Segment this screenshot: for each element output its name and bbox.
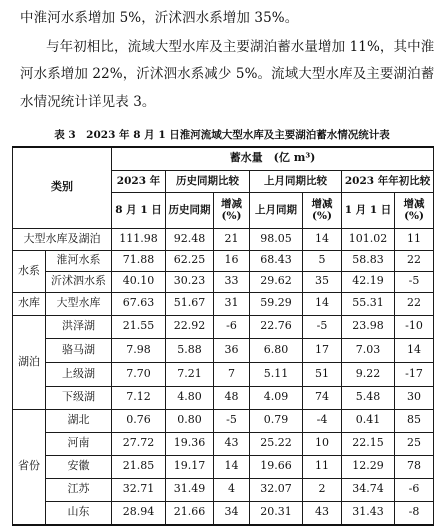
header-2023: 2023 年 (112, 170, 166, 192)
cell: -8 (395, 501, 434, 525)
cell: 4 (214, 478, 250, 501)
group-label-water-system: 水系 (13, 250, 46, 292)
cell: 11 (303, 455, 342, 478)
header-category: 类别 (13, 147, 112, 228)
table-row (13, 362, 434, 386)
table-title: 表 3 2023 年 8 月 1 日淮河流域大型水库及主要湖泊蓄水情况统计表 (54, 129, 390, 141)
row-label: 骆马湖 (46, 338, 112, 362)
cell: 32.07 (250, 478, 303, 501)
cell: 42.19 (342, 271, 395, 292)
cell: 5.11 (250, 362, 303, 386)
cell: 0.76 (112, 409, 166, 432)
cell: 59.29 (250, 292, 303, 315)
header-hist-value: 历史同期 (166, 192, 214, 228)
cell: -17 (395, 362, 434, 386)
cell: 43 (214, 432, 250, 455)
row-label: 上级湖 (46, 362, 112, 386)
cell: -5 (395, 271, 434, 292)
table-row (13, 292, 434, 315)
paragraph-line-3: 河水系增加 22%，沂沭泗水系减少 5%。流域大型水库及主要湖泊蓄 (20, 66, 435, 82)
group-label-lake: 湖泊 (13, 315, 46, 409)
cell: 2 (303, 478, 342, 501)
row-label: 沂沭泗水系 (46, 271, 112, 292)
cell: 5.48 (342, 386, 395, 409)
table-row (13, 455, 434, 478)
cell: 14 (303, 228, 342, 250)
cell: 35 (303, 271, 342, 292)
header-row-1 (13, 147, 434, 170)
header-jan1: 1 月 1 日 (342, 192, 395, 228)
group-label-reservoir: 水库 (13, 292, 46, 315)
cell: 71.88 (112, 250, 166, 271)
cell: 19.17 (166, 455, 214, 478)
row-label: 河南 (46, 432, 112, 455)
cell: 22 (395, 250, 434, 271)
cell: 34 (214, 501, 250, 525)
header-month-change: 增减(%) (303, 192, 342, 228)
cell: 21.66 (166, 501, 214, 525)
row-label: 下级湖 (46, 386, 112, 409)
cell: 31 (214, 292, 250, 315)
cell: 40.10 (112, 271, 166, 292)
cell: 0.41 (342, 409, 395, 432)
cell: 6.80 (250, 338, 303, 362)
cell: -5 (214, 409, 250, 432)
cell: -10 (395, 315, 434, 338)
cell: 12.29 (342, 455, 395, 478)
header-hist-compare: 历史同期比较 (166, 170, 250, 192)
row-label: 安徽 (46, 455, 112, 478)
cell: 51.67 (166, 292, 214, 315)
cell: 16 (214, 250, 250, 271)
cell: 7 (214, 362, 250, 386)
row-label: 江苏 (46, 478, 112, 501)
cell: 14 (395, 338, 434, 362)
group-label-province: 省份 (13, 409, 46, 525)
header-start-compare: 2023 年年初比较 (342, 170, 434, 192)
cell: 21.55 (112, 315, 166, 338)
header-month-compare: 上月同期比较 (250, 170, 342, 192)
cell: -5 (303, 315, 342, 338)
cell: 21 (214, 228, 250, 250)
cell: 22.92 (166, 315, 214, 338)
cell: 68.43 (250, 250, 303, 271)
paragraph-line-2: 与年初相比，流域大型水库及主要湖泊蓄水量增加 11%，其中淮 (46, 39, 435, 55)
cell: 7.03 (342, 338, 395, 362)
cell: 30.23 (166, 271, 214, 292)
table-row (13, 409, 434, 432)
row-label: 湖北 (46, 409, 112, 432)
cell: 67.63 (112, 292, 166, 315)
table-row (13, 478, 434, 501)
table-row (13, 386, 434, 409)
cell: 31.49 (166, 478, 214, 501)
cell: 31.43 (342, 501, 395, 525)
cell: 22.76 (250, 315, 303, 338)
cell: 19.36 (166, 432, 214, 455)
cell: 51 (303, 362, 342, 386)
cell: 33 (214, 271, 250, 292)
table-row (13, 228, 434, 250)
row-label: 洪泽湖 (46, 315, 112, 338)
cell: 22.15 (342, 432, 395, 455)
cell: 111.98 (112, 228, 166, 250)
table-row (13, 338, 434, 362)
table-row (13, 250, 434, 271)
cell: 19.66 (250, 455, 303, 478)
cell: 17 (303, 338, 342, 362)
table-row (13, 315, 434, 338)
cell: -6 (214, 315, 250, 338)
cell: 11 (395, 228, 434, 250)
cell: -6 (395, 478, 434, 501)
cell: 4.80 (166, 386, 214, 409)
cell: 74 (303, 386, 342, 409)
cell: 5.88 (166, 338, 214, 362)
cell: 48 (214, 386, 250, 409)
cell: 7.70 (112, 362, 166, 386)
cell: 32.71 (112, 478, 166, 501)
table-row (13, 501, 434, 525)
cell: 7.98 (112, 338, 166, 362)
cell: 9.22 (342, 362, 395, 386)
paragraph-line-4: 水情况统计详见表 3。 (20, 94, 156, 110)
header-aug1: 8 月 1 日 (112, 192, 166, 228)
cell: 7.21 (166, 362, 214, 386)
cell: 36 (214, 338, 250, 362)
row-label: 山东 (46, 501, 112, 525)
cell: 78 (395, 455, 434, 478)
cell: 34.74 (342, 478, 395, 501)
cell: 25.22 (250, 432, 303, 455)
cell: 14 (303, 292, 342, 315)
cell: 20.31 (250, 501, 303, 525)
header-month-value: 上月同期 (250, 192, 303, 228)
row-label: 大型水库 (46, 292, 112, 315)
cell: -4 (303, 409, 342, 432)
row-label: 大型水库及湖泊 (13, 228, 112, 250)
cell: 27.72 (112, 432, 166, 455)
cell: 22 (395, 292, 434, 315)
cell: 0.80 (166, 409, 214, 432)
cell: 43 (303, 501, 342, 525)
cell: 7.12 (112, 386, 166, 409)
cell: 58.83 (342, 250, 395, 271)
paragraph-line-1: 中淮河水系增加 5%，沂沭泗水系增加 35%。 (20, 10, 299, 26)
cell: 55.31 (342, 292, 395, 315)
cell: 30 (395, 386, 434, 409)
cell: 92.48 (166, 228, 214, 250)
header-start-change: 增减(%) (395, 192, 434, 228)
cell: 10 (303, 432, 342, 455)
cell: 14 (214, 455, 250, 478)
cell: 101.02 (342, 228, 395, 250)
cell: 85 (395, 409, 434, 432)
cell: 98.05 (250, 228, 303, 250)
cell: 4.09 (250, 386, 303, 409)
table-row (13, 271, 434, 292)
row-label: 淮河水系 (46, 250, 112, 271)
cell: 21.85 (112, 455, 166, 478)
cell: 62.25 (166, 250, 214, 271)
header-hist-change: 增减(%) (214, 192, 250, 228)
cell: 5 (303, 250, 342, 271)
cell: 25 (395, 432, 434, 455)
cell: 29.62 (250, 271, 303, 292)
cell: 23.98 (342, 315, 395, 338)
header-storage: 蓄水量 (亿 m³) (112, 147, 434, 170)
cell: 28.94 (112, 501, 166, 525)
cell: 0.79 (250, 409, 303, 432)
table-row (13, 432, 434, 455)
storage-table (12, 146, 434, 526)
